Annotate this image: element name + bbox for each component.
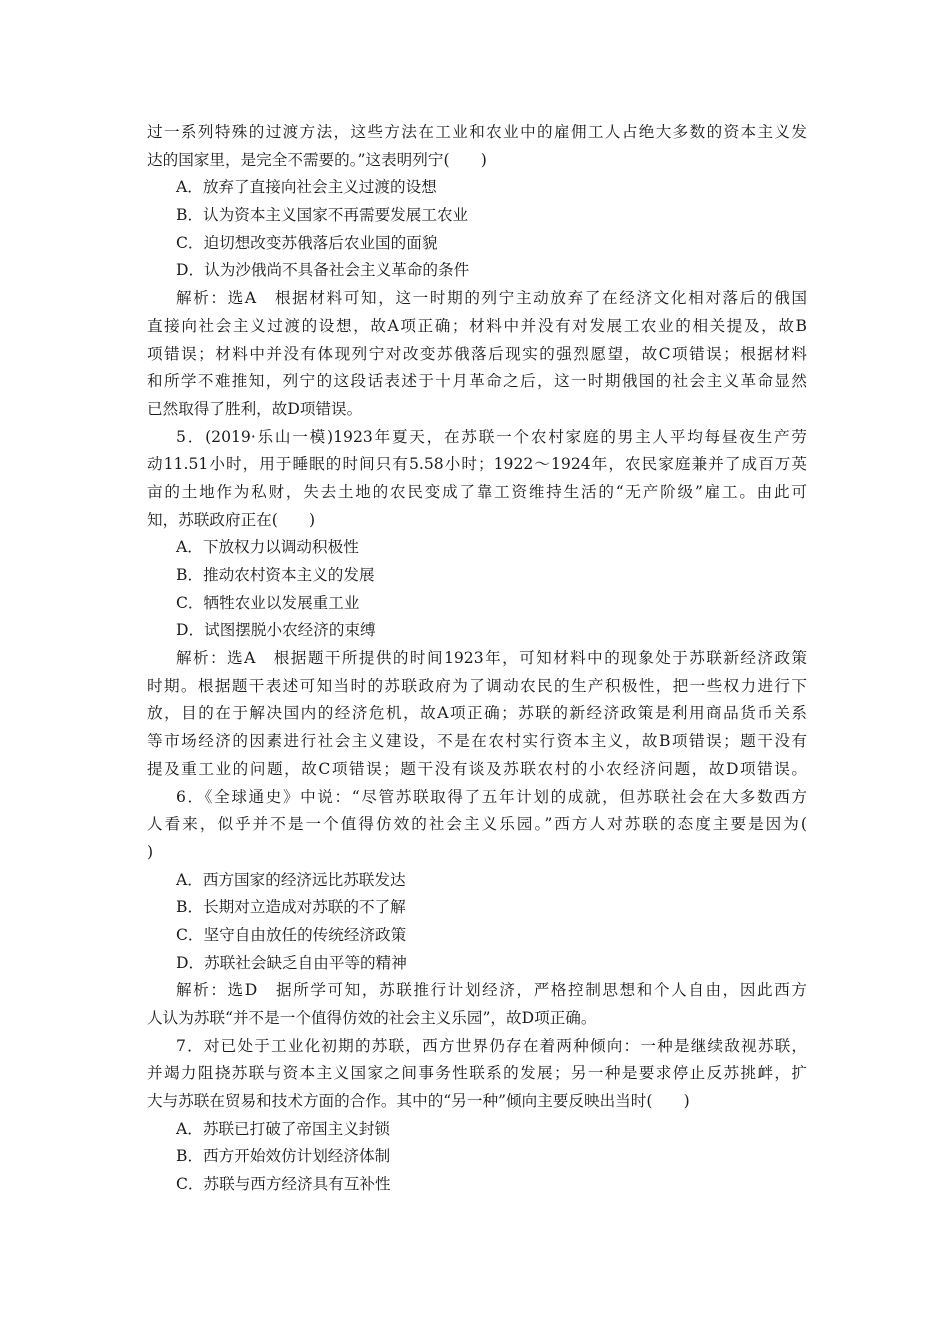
line-text: 放，目的在于解决国内的经济危机，故A项正确；苏联的新经济政策是利用商品货币关系 [147, 704, 807, 723]
text-line [147, 424, 807, 452]
answer-option [147, 202, 807, 230]
line-text: 时期。根据题干表述可知当时的苏联政府为了调动农民的生产积极性，把一些权力进行下 [147, 676, 807, 695]
line-text: 等市场经济的因素进行社会主义建设，不是在农村实行资本主义，故B项错误；题干没有 [147, 732, 807, 751]
line-text: 提及重工业的问题，故C项错误；题干没有谈及苏联农村的小农经济问题，故D项错误。 [147, 759, 807, 778]
text-line [147, 839, 807, 867]
text-line [147, 728, 807, 756]
text-line [147, 1060, 807, 1088]
text-line [147, 645, 807, 673]
line-text: 人认为苏联“并不是一个值得仿效的社会主义乐园”，故D项正确。 [147, 1009, 597, 1027]
text-line [147, 119, 807, 147]
line-text: C．迫切想改变苏俄落后农业国的面貌 [176, 233, 438, 252]
line-text: A．西方国家的经济远比苏联发达 [176, 870, 406, 889]
line-text: C．坚守自由放任的传统经济政策 [176, 925, 407, 944]
text-line [147, 700, 807, 728]
line-text: ) [147, 842, 154, 861]
text-line [147, 1005, 807, 1033]
line-text: B．西方开始效仿计划经济体制 [176, 1147, 391, 1166]
answer-option [147, 1116, 807, 1144]
answer-option [147, 1143, 807, 1171]
line-text: 解析：选A 根据题干所提供的时间1923年，可知材料中的现象处于苏联新经济政策 [176, 649, 807, 668]
answer-option [147, 867, 807, 895]
text-line [147, 507, 807, 535]
line-text: B．认为资本主义国家不再需要发展工农业 [176, 206, 469, 225]
line-text: 已然取得了胜利，故D项错误。 [147, 399, 363, 418]
line-text: 达的国家里，是完全不需要的。”这表明列宁( ) [147, 150, 487, 169]
line-text: 亩的土地作为私财，失去土地的农民变成了靠工资维持生活的“无产阶级”雇工。由此可 [147, 482, 807, 501]
answer-option [147, 257, 807, 285]
text-line [147, 341, 807, 369]
line-text: B．长期对立造成对苏联的不了解 [176, 898, 406, 917]
line-text: 解析：选A 根据材料可知，这一时期的列宁主动放弃了在经济文化相对落后的俄国 [176, 289, 807, 308]
line-text: 解析：选D 据所学可知，苏联推行计划经济，严格控制思想和个人自由，因此西方 [176, 981, 807, 1000]
line-text: A．下放权力以调动积极性 [176, 538, 359, 557]
line-text: D．苏联社会缺乏自由平等的精神 [176, 953, 407, 972]
answer-option [147, 1171, 807, 1199]
line-text: A．放弃了直接向社会主义过渡的设想 [176, 178, 437, 197]
text-line [147, 285, 807, 313]
text-line [147, 451, 807, 479]
line-text: D．认为沙俄尚不具备社会主义革命的条件 [176, 261, 470, 280]
line-text: 5．(2019·乐山一模)1923年夏天，在苏联一个农村家庭的男主人平均每昼夜生产劳 [176, 427, 807, 446]
document-body [147, 119, 807, 1199]
line-text: 7．对已处于工业化初期的苏联，西方世界仍存在着两种倾向：一种是继续敌视苏联， [176, 1036, 807, 1055]
text-line [147, 1088, 807, 1116]
answer-option [147, 174, 807, 202]
line-text: 并竭力阻挠苏联与资本主义国家之间事务性联系的发展；另一种是要求停止反苏挑衅，扩 [147, 1064, 807, 1083]
text-line [147, 673, 807, 701]
line-text: 知，苏联政府正在( ) [147, 510, 316, 529]
line-text: 6．《全球通史》中说：“尽管苏联取得了五年计划的成就，但苏联社会在大多数西方 [176, 787, 807, 806]
text-line [147, 756, 807, 784]
answer-option [147, 894, 807, 922]
text-line [147, 784, 807, 812]
answer-option [147, 590, 807, 618]
line-text: 动11.51小时，用于睡眠的时间只有5.58小时；1922～1924年，农民家庭兼并了成百万英 [147, 455, 807, 474]
line-text: 大与苏联在贸易和技术方面的合作。其中的“另一种”倾向主要反映出当时( ) [147, 1092, 690, 1111]
line-text: B．推动农村资本主义的发展 [176, 566, 375, 584]
line-text: 过一系列特殊的过渡方法，这些方法在工业和农业中的雇佣工人占绝大多数的资本主义发 [147, 123, 807, 141]
text-line [147, 368, 807, 396]
line-text: A．苏联已打破了帝国主义封锁 [176, 1119, 390, 1138]
answer-option [147, 562, 807, 590]
line-text: 直接向社会主义过渡的设想，故A项正确；材料中并没有对发展工农业的相关提及，故B [147, 316, 807, 335]
answer-option [147, 950, 807, 978]
line-text: 和所学不难推知，列宁的这段话表述于十月革命之后，这一时期俄国的社会主义革命显然 [147, 372, 807, 391]
text-line [147, 811, 807, 839]
text-line [147, 479, 807, 507]
text-line [147, 313, 807, 341]
text-line [147, 1033, 807, 1061]
line-text: D．试图摆脱小农经济的束缚 [176, 621, 376, 640]
text-line [147, 977, 807, 1005]
answer-option [147, 617, 807, 645]
line-text: C．牺牲农业以发展重工业 [176, 593, 360, 612]
answer-option [147, 534, 807, 562]
text-line [147, 396, 807, 424]
answer-option [147, 230, 807, 258]
text-line [147, 147, 807, 175]
line-text: 人看来，似乎并不是一个值得仿效的社会主义乐园。”西方人对苏联的态度主要是因为( [147, 815, 807, 834]
answer-option [147, 922, 807, 950]
line-text: 项错误；材料中并没有体现列宁对改变苏俄落后现实的强烈愿望，故C项错误；根据材料 [147, 344, 807, 363]
line-text: C．苏联与西方经济具有互补性 [176, 1175, 391, 1194]
